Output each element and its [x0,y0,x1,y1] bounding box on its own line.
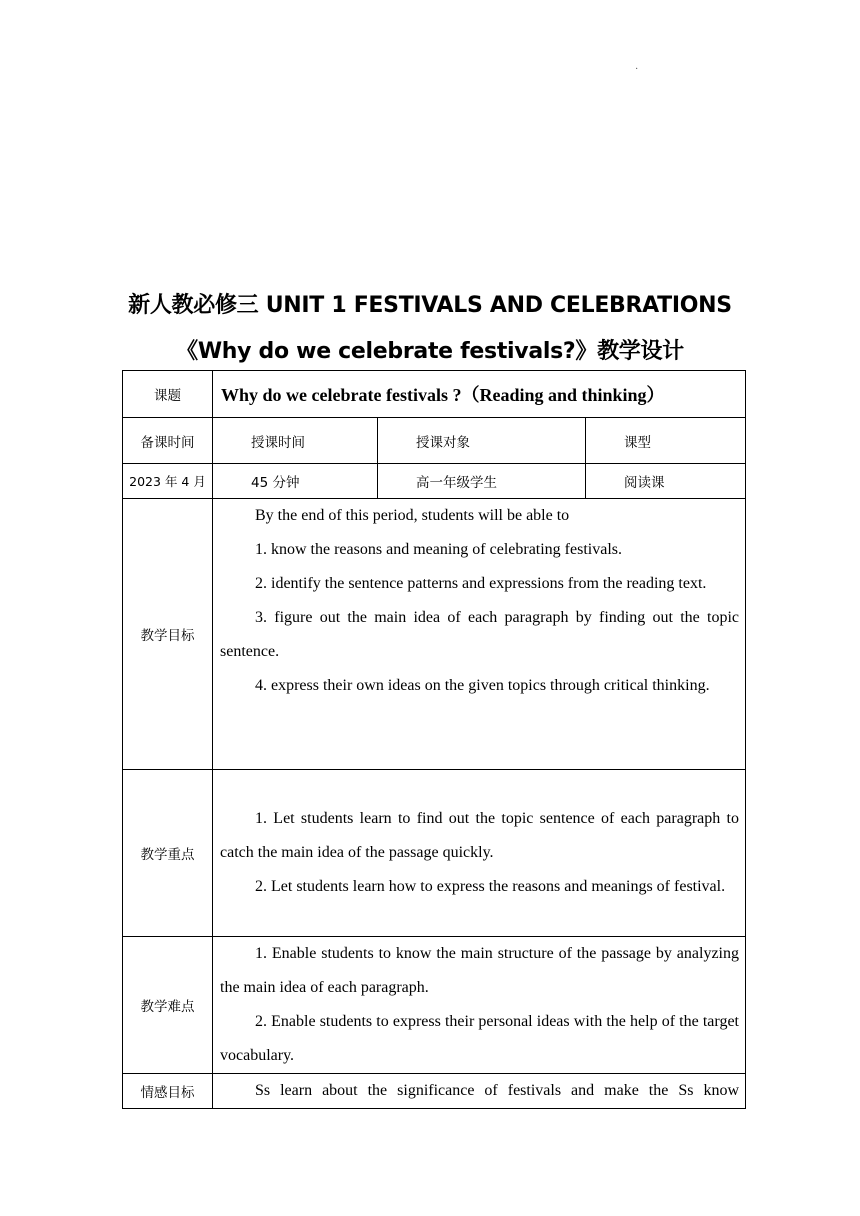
header-lesson-type: 课型 [586,418,746,464]
header-row [123,418,746,464]
topic-label: 课题 [123,371,213,418]
objective-item-3: 3. figure out the main idea of each paragraph by finding out the topic sentence. [220,609,739,660]
objectives-content [213,499,746,770]
value-class-time: 45 分钟 [213,464,378,499]
objective-item-1: 1. know the reasons and meaning of celebrating festivals. [255,541,622,558]
key-point-item-2: 2. Let students learn how to express the reasons and meanings of festival. [255,878,726,895]
objectives-row [123,499,746,770]
key-points-label: 教学重点 [123,770,213,937]
key-points-row [123,770,746,937]
lesson-plan-table [122,370,746,1109]
emotional-label: 情感目标 [123,1074,213,1109]
page-mark: · [635,64,639,75]
value-lesson-type: 阅读课 [586,464,746,499]
objective-item-4: 4. express their own ideas on the given topics through critical thinking. [255,677,710,694]
objectives-label: 教学目标 [123,499,213,770]
difficulties-label: 教学难点 [123,937,213,1074]
topic-row [123,371,746,418]
objectives-intro: By the end of this period, students will be able to [255,507,570,524]
header-audience: 授课对象 [378,418,586,464]
difficulty-item-1: 1. Enable students to know the main structure of the passage by analyzing the main idea of each paragraph. [220,945,739,996]
difficulties-row [123,937,746,1074]
key-points-content [213,770,746,937]
header-class-time: 授课时间 [213,418,378,464]
document-title-line2: 《Why do we celebrate festivals?》教学设计 [176,339,684,364]
topic-value: Why do we celebrate festivals ?（Reading and thinking） [213,371,746,418]
value-prep-time: 2023 年 4 月 [123,464,213,499]
document-title-line1: 新人教必修三 UNIT 1 FESTIVALS AND CELEBRATIONS [128,293,732,318]
emotional-content [213,1074,746,1109]
emotional-text: Ss learn about the significance of festivals and make the Ss know [255,1082,739,1099]
emotional-row [123,1074,746,1109]
difficulties-content [213,937,746,1074]
objective-item-2: 2. identify the sentence patterns and expressions from the reading text. [255,575,707,592]
values-row [123,464,746,499]
key-point-item-1: 1. Let students learn to find out the topic sentence of each paragraph to catch the main idea of the passage quickly. [220,810,739,861]
header-prep-time: 备课时间 [123,418,213,464]
value-audience: 高一年级学生 [378,464,586,499]
difficulty-item-2: 2. Enable students to express their personal ideas with the help of the target vocabulary. [220,1013,739,1064]
